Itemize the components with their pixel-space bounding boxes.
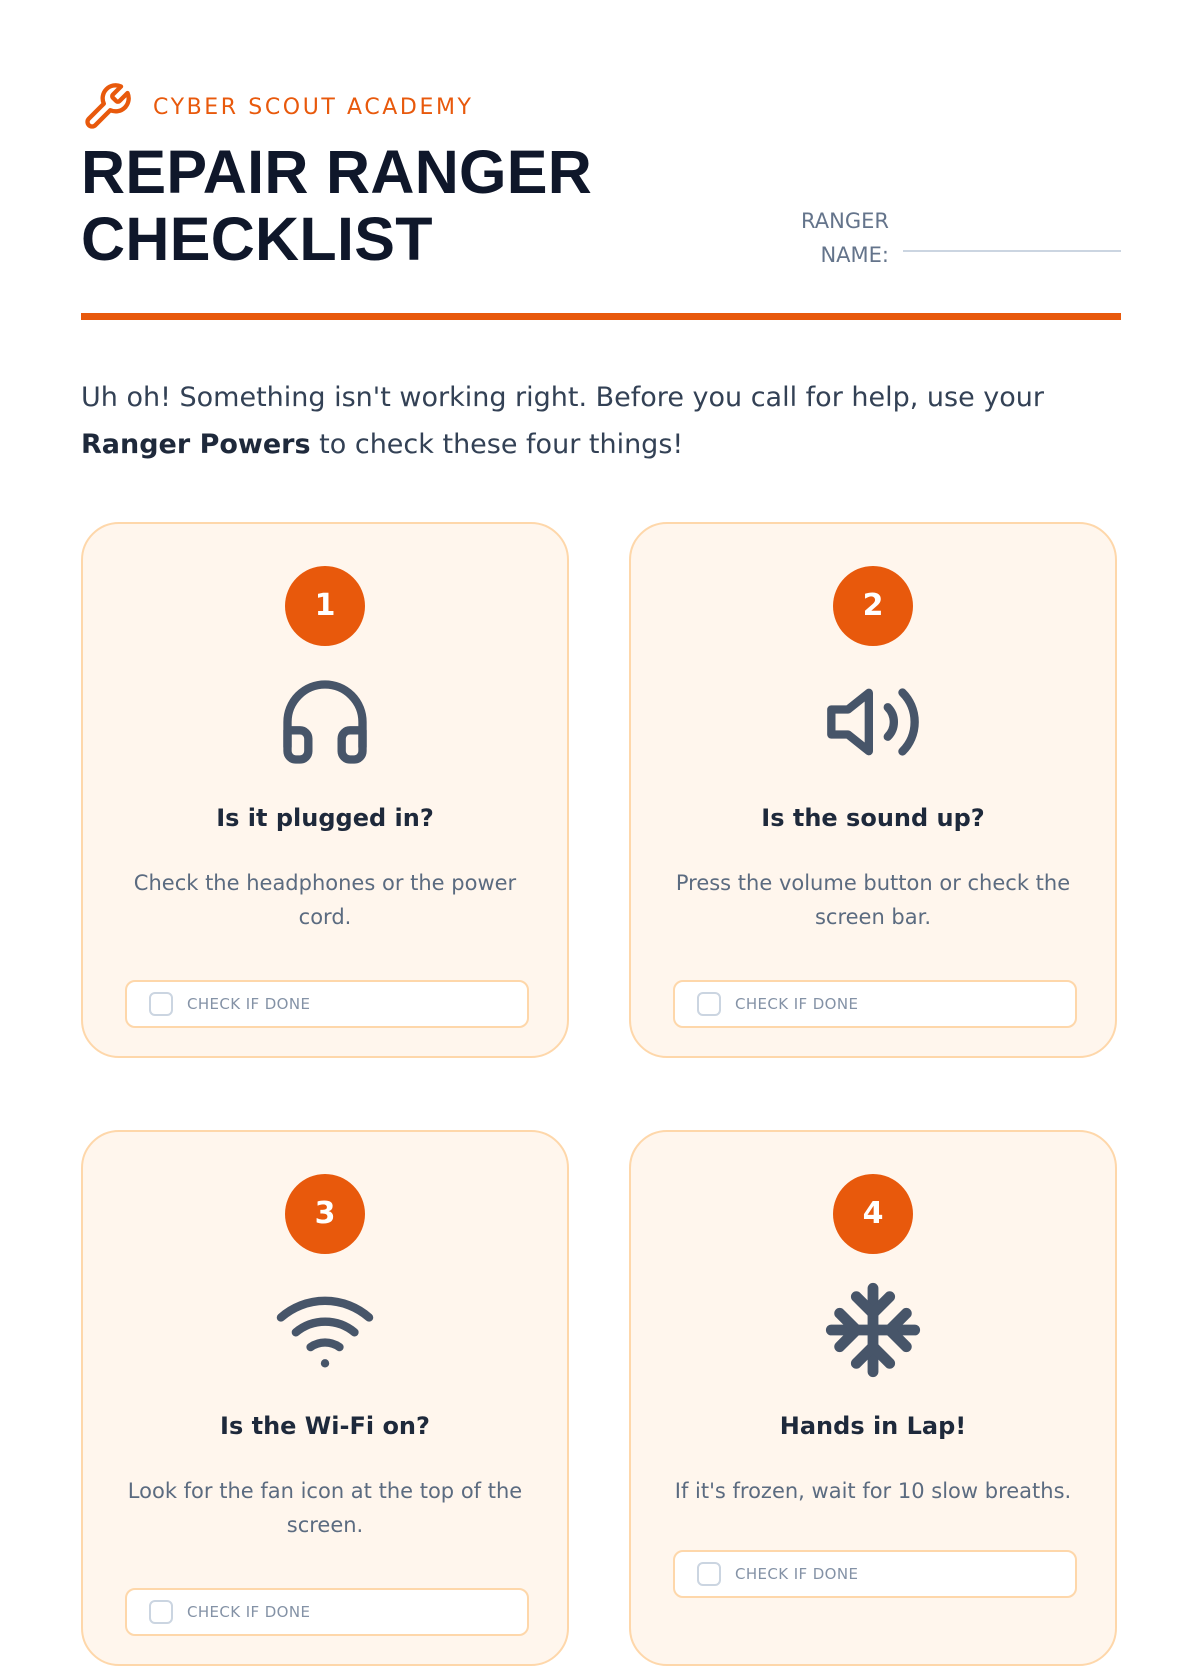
checkbox-square[interactable]	[149, 992, 173, 1016]
speaker-volume-icon	[818, 672, 928, 772]
card-description: If it's frozen, wait for 10 slow breaths.	[674, 1479, 1072, 1503]
worksheet-page	[81, 0, 1121, 1621]
card-title: Hands in Lap!	[779, 1412, 967, 1440]
step-number-badge: 1	[285, 566, 365, 646]
header-divider	[81, 313, 1121, 320]
ranger-name-write-line[interactable]	[903, 250, 1121, 252]
check-label: CHECK IF DONE	[187, 1603, 311, 1621]
snowflake-icon	[818, 1280, 928, 1380]
intro-emphasis: Ranger Powers	[81, 429, 311, 460]
card-description: Press the volume button or check the screen bar.	[675, 871, 1071, 929]
card-title: Is the sound up?	[761, 804, 985, 832]
page-title	[81, 139, 592, 273]
checkbox-square[interactable]	[697, 992, 721, 1016]
card-title: Is it plugged in?	[216, 804, 434, 832]
checkbox-square[interactable]	[149, 1600, 173, 1624]
ranger-name-field	[779, 204, 1121, 272]
card-description: Look for the fan icon at the top of the screen.	[127, 1479, 523, 1537]
name-label-line-2: NAME:	[820, 243, 889, 267]
check-label: CHECK IF DONE	[735, 1565, 859, 1583]
step-number-badge: 4	[833, 1174, 913, 1254]
check-if-done-checkbox[interactable]	[673, 1550, 1077, 1598]
intro-paragraph	[81, 374, 1121, 468]
name-label-line-1: RANGER	[801, 209, 889, 233]
card-description: Check the headphones or the power cord.	[133, 871, 517, 929]
headphones-icon	[270, 672, 380, 772]
org-header	[81, 80, 474, 134]
title-line-2: CHECKLIST	[81, 205, 433, 273]
intro-text-end: to check these four things!	[310, 429, 684, 460]
ranger-name-label	[779, 204, 889, 272]
checklist-card-4	[629, 1130, 1117, 1666]
check-label: CHECK IF DONE	[735, 995, 859, 1013]
card-title: Is the Wi-Fi on?	[220, 1412, 430, 1440]
org-name: CYBER SCOUT ACADEMY	[153, 94, 474, 120]
step-number-badge: 2	[833, 566, 913, 646]
wifi-icon	[270, 1280, 380, 1380]
checklist-card-1	[81, 522, 569, 1058]
title-line-1: REPAIR RANGER	[81, 138, 593, 206]
step-number-badge: 3	[285, 1174, 365, 1254]
check-if-done-checkbox[interactable]	[673, 980, 1077, 1028]
check-if-done-checkbox[interactable]	[125, 1588, 529, 1636]
checklist-card-3	[81, 1130, 569, 1666]
checkbox-square[interactable]	[697, 1562, 721, 1586]
checklist-card-2	[629, 522, 1117, 1058]
wrench-icon	[81, 81, 133, 133]
check-if-done-checkbox[interactable]	[125, 980, 529, 1028]
intro-text-start: Uh oh! Something isn't working right. Before you call for help, use your	[81, 382, 1044, 413]
check-label: CHECK IF DONE	[187, 995, 311, 1013]
